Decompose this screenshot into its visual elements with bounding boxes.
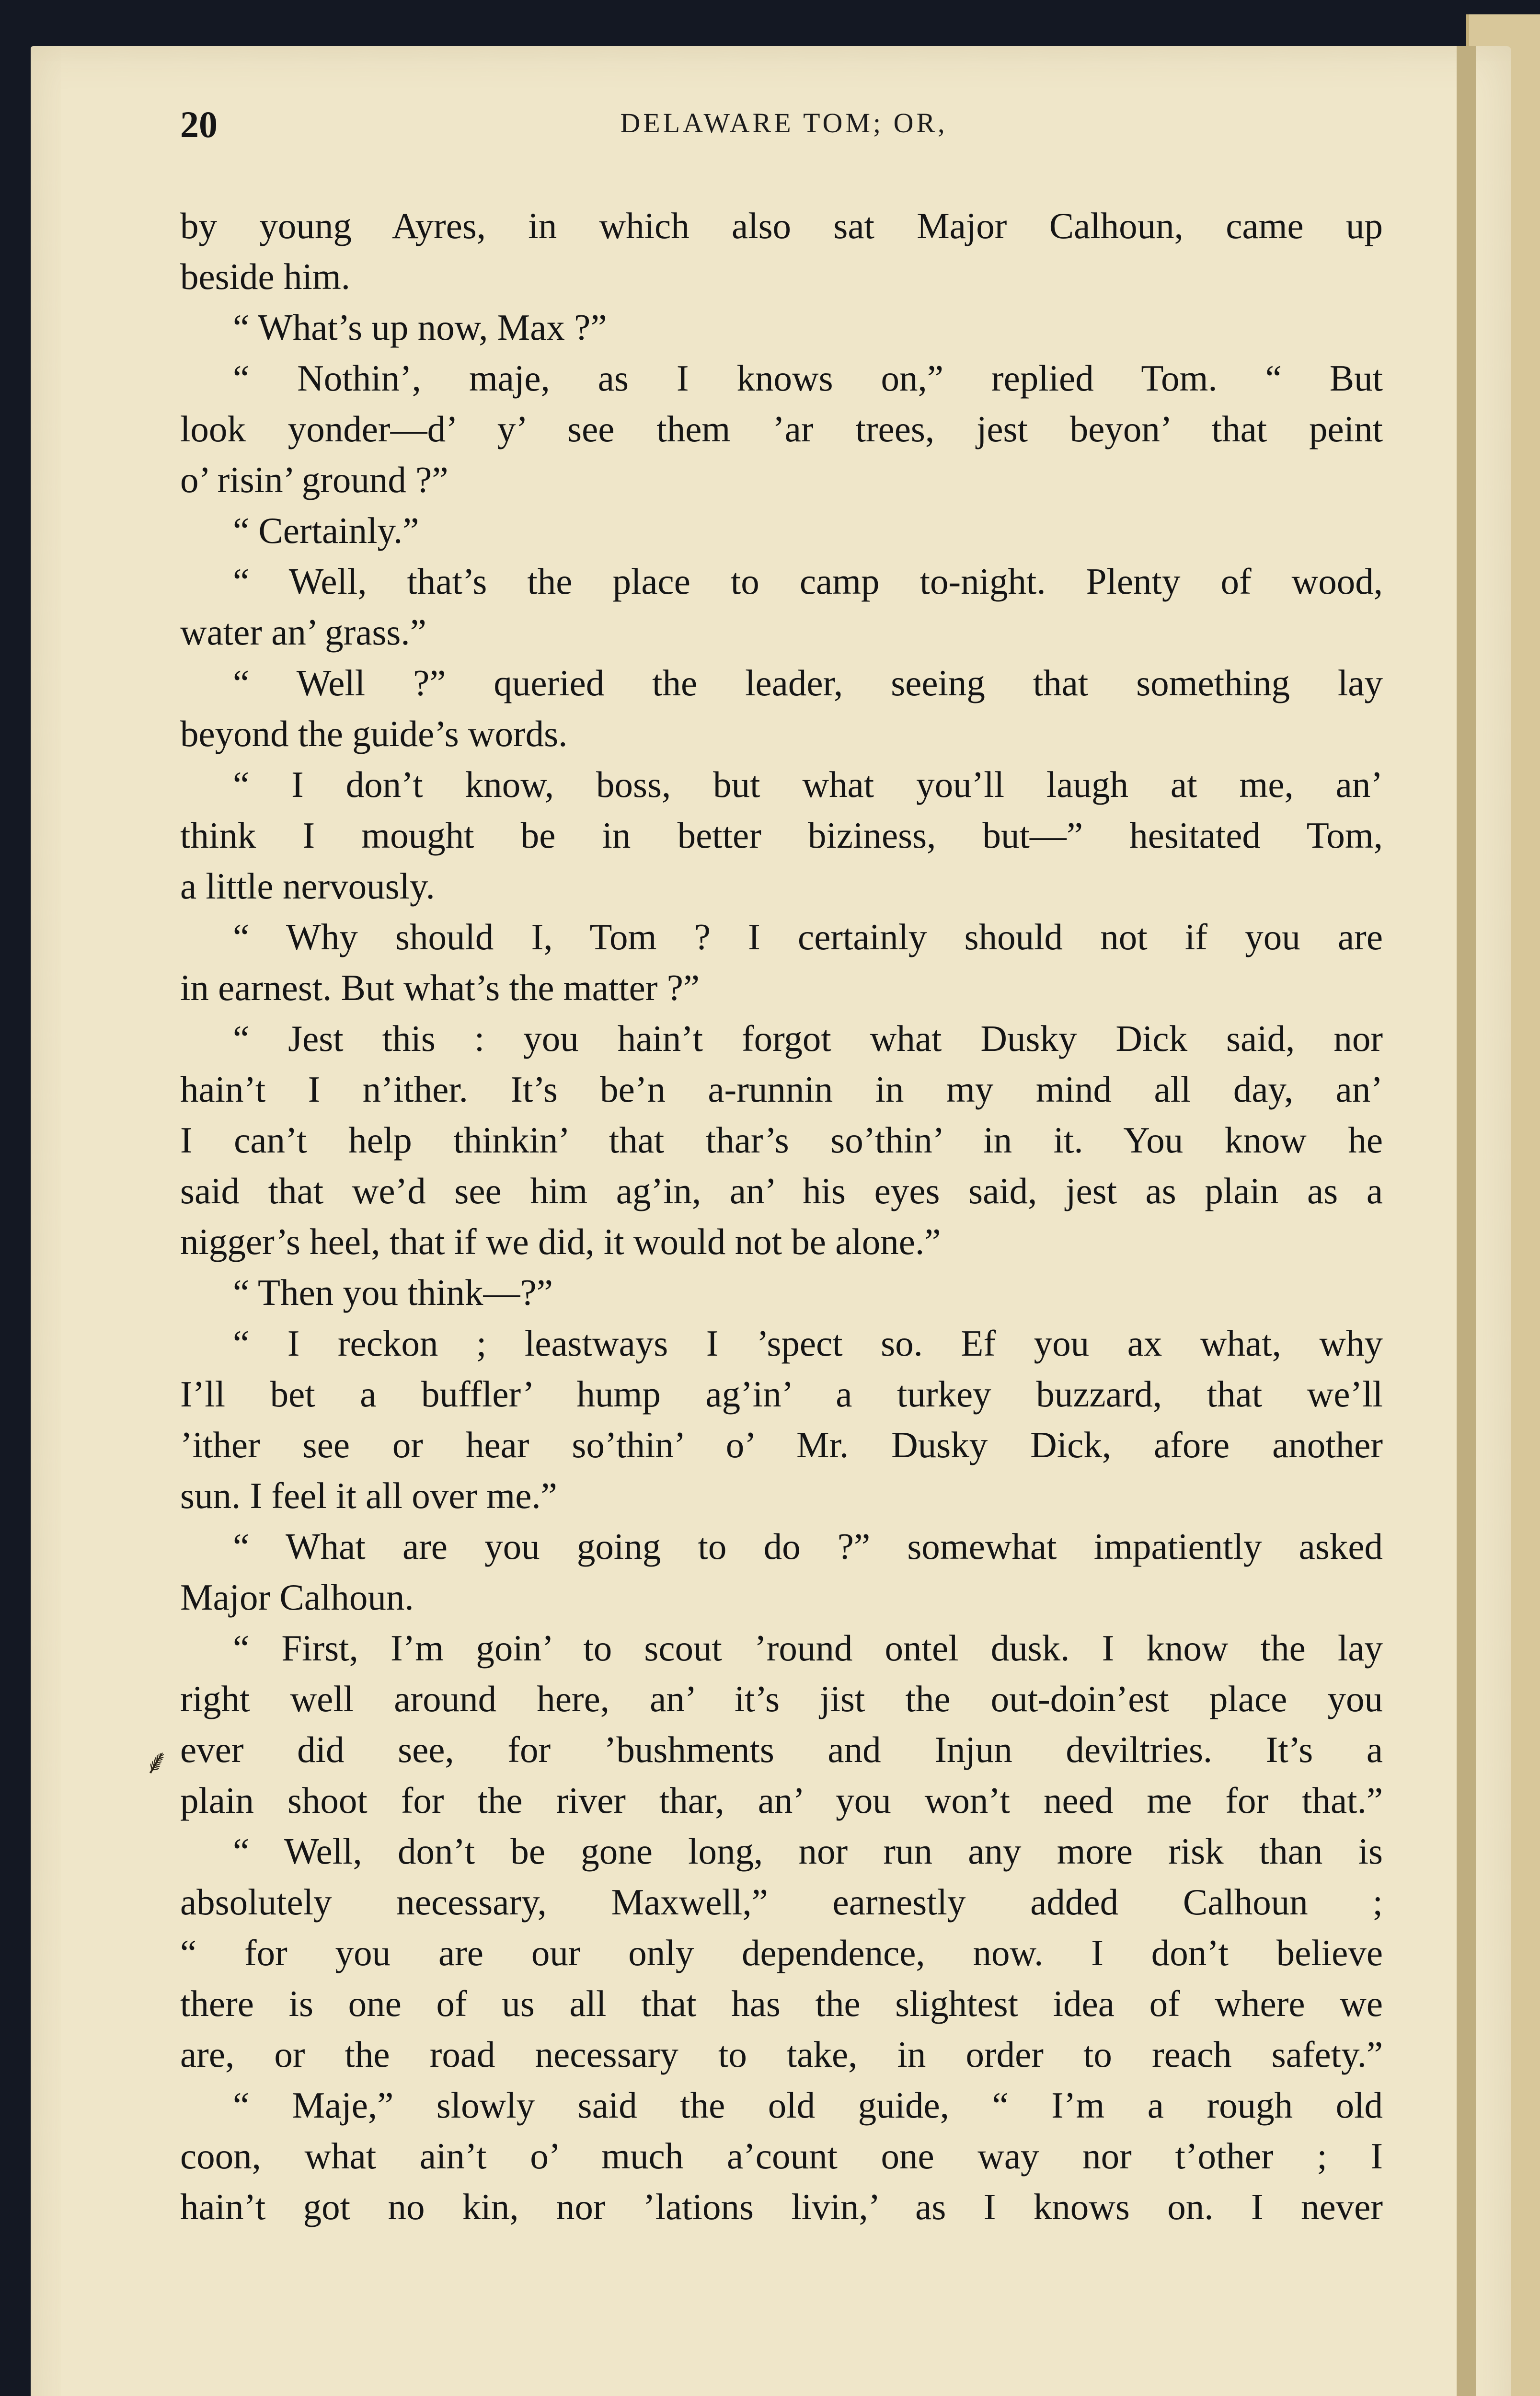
text-line: nigger’s heel, that if we did, it would not be alone.” <box>180 1221 941 1262</box>
margin-ink-mark: ⸙ <box>144 1743 170 1781</box>
text-line: look yonder—d’ y’ see them ’ar trees, jest beyon’ that peint <box>180 408 1383 449</box>
text-line: there is one of us all that has the slightest idea of where we <box>180 1983 1383 2024</box>
text-line: coon, what ain’t o’ much a’count one way nor t’other ; I <box>180 2135 1383 2177</box>
text-line: right well around here, an’ it’s jist the out-doin’est place you <box>180 1678 1383 1719</box>
text-line: “ Jest this : you hain’t forgot what Dusky Dick said, nor <box>233 1018 1383 1059</box>
text-line: absolutely necessary, Maxwell,” earnestly added Calhoun ; <box>180 1881 1383 1923</box>
text-line: ever did see, for ’bushments and Injun deviltries. It’s a <box>180 1729 1383 1770</box>
text-line: “ I don’t know, boss, but what you’ll laugh at me, an’ <box>233 764 1383 805</box>
text-line: sun. I feel it all over me.” <box>180 1475 557 1516</box>
text-line: beside him. <box>180 256 350 297</box>
text-line: “ I reckon ; leastways I ’spect so. Ef you ax what, why <box>233 1323 1383 1364</box>
text-line: by young Ayres, in which also sat Major Calhoun, came up <box>180 205 1383 246</box>
text-line: o’ risin’ ground ?” <box>180 459 448 500</box>
text-line: Major Calhoun. <box>180 1577 414 1618</box>
running-head: DELAWARE TOM; OR, <box>620 107 948 138</box>
text-line: “ for you are our only dependence, now. I don’t believe <box>180 1932 1383 1973</box>
text-line: water an’ grass.” <box>180 611 426 653</box>
text-line: “ Nothin’, maje, as I knows on,” replied Tom. “ But <box>233 357 1383 399</box>
text-line: are, or the road necessary to take, in order to reach safety.” <box>180 2034 1383 2075</box>
text-line: said that we’d see him ag’in, an’ his eyes said, jest as plain as a <box>180 1170 1383 1211</box>
text-line: I can’t help thinkin’ that thar’s so’thin’ in it. You know he <box>180 1119 1383 1161</box>
page-fold-shadow <box>1457 46 1476 2396</box>
text-line: hain’t got no kin, nor ’lations livin,’ as I knows on. I never <box>180 2186 1383 2227</box>
text-line: “ First, I’m goin’ to scout ’round ontel dusk. I know the lay <box>233 1627 1383 1669</box>
text-line: “ Well, don’t be gone long, nor run any more risk than is <box>233 1831 1383 1872</box>
text-line: a little nervously. <box>180 865 435 907</box>
text-line: “ Certainly.” <box>233 510 419 551</box>
text-line: “ Why should I, Tom ? I certainly should not if you are <box>233 916 1383 957</box>
text-line: in earnest. But what’s the matter ?” <box>180 967 700 1008</box>
body-text <box>180 200 1383 2232</box>
text-line: “ Well ?” queried the leader, seeing that something lay <box>233 662 1383 703</box>
text-line: ’ither see or hear so’thin’ o’ Mr. Dusky Dick, afore another <box>180 1424 1383 1465</box>
text-line: “ What’s up now, Max ?” <box>233 307 607 348</box>
text-line: hain’t I n’ither. It’s be’n a-runnin in my mind all day, an’ <box>180 1069 1383 1110</box>
text-line: plain shoot for the river thar, an’ you won’t need me for that.” <box>180 1780 1383 1821</box>
text-line: I’ll bet a buffler’ hump ag’in’ a turkey buzzard, that we’ll <box>180 1373 1383 1415</box>
text-line: “ What are you going to do ?” somewhat impatiently asked <box>233 1526 1383 1567</box>
page-header <box>180 103 1388 146</box>
page-number: 20 <box>180 104 218 145</box>
text-line: “ Then you think—?” <box>233 1272 553 1313</box>
text-line: beyond the guide’s words. <box>180 713 568 754</box>
text-line: “ Well, that’s the place to camp to-night. Plenty of wood, <box>233 561 1383 602</box>
text-line: “ Maje,” slowly said the old guide, “ I’m a rough old <box>233 2085 1383 2126</box>
text-line: think I mought be in better biziness, but—” hesitated Tom, <box>180 815 1383 856</box>
